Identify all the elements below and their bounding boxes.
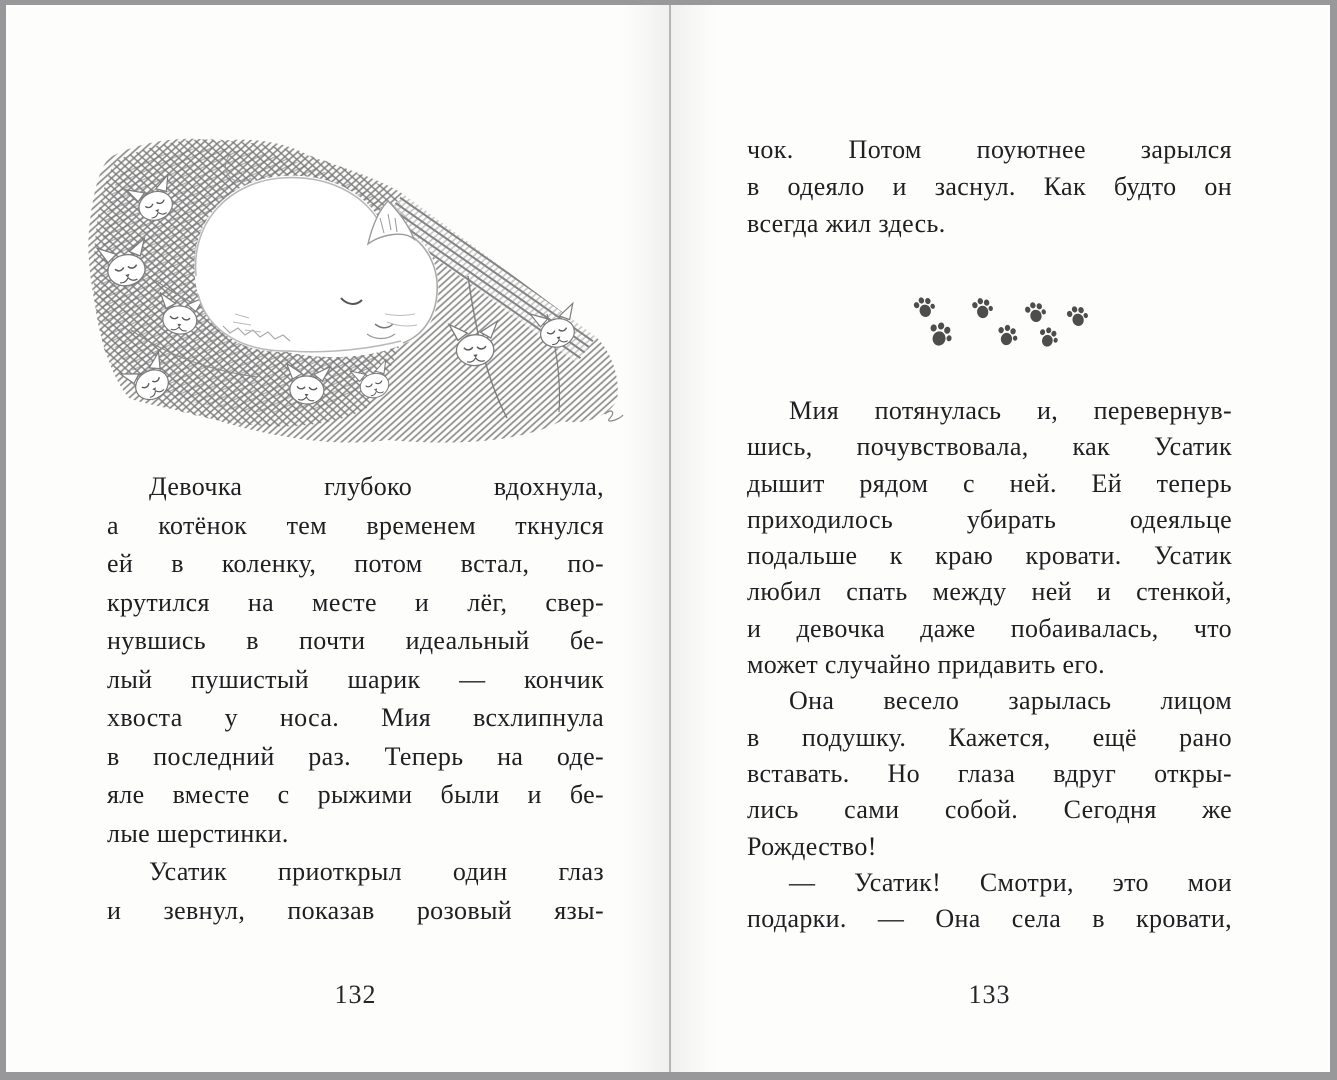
text-line: лый пушистый шарик — кончик [107, 664, 604, 694]
text-line: нувшись в почти идеальный бе- [107, 626, 604, 655]
text-line: дышит рядом с ней. Ей теперь [747, 468, 1232, 498]
paw-icon [971, 296, 994, 319]
paw-icon [1024, 300, 1048, 325]
gutter-shadow-right [671, 5, 716, 1072]
left-page-text [107, 468, 604, 930]
right-page-text-body [747, 393, 1232, 937]
paw-prints-divider [892, 290, 1092, 355]
text-line: может случайно придавить его. [747, 650, 1106, 680]
text-line: приходилось убирать одеяльце [747, 504, 1232, 534]
text-line: Она весело зарылась лицом [789, 686, 1232, 716]
text-line: хвоста у носа. Мия всхлипнула [107, 703, 604, 732]
text-line: Девочка глубоко вдохнула, [149, 472, 604, 501]
text-line: крутился на месте и лёг, свер- [107, 587, 604, 617]
paw-icon [912, 294, 937, 319]
text-line: в подушку. Кажется, ещё рано [747, 722, 1232, 752]
text-line: шись, почувствовала, как Усатик [747, 432, 1232, 462]
text-line: Мия потянулась и, перевернув- [789, 396, 1232, 425]
text-line: — Усатик! Смотри, это мои [789, 867, 1232, 897]
text-line: ей в коленку, потом встал, по- [107, 549, 604, 578]
page-gutter [669, 5, 671, 1072]
text-line: и девочка даже побаивалась, что [747, 613, 1232, 643]
paw-icon [996, 324, 1019, 347]
text-line: а котёнок тем временем ткнулся [107, 510, 604, 540]
text-line: и зевнул, показав розовый язы- [107, 895, 604, 925]
sleeping-kitten-sketch [85, 118, 645, 453]
text-line: любил спать между ней и стенкой, [747, 577, 1232, 607]
left-page-number: 132 [334, 980, 377, 1009]
text-line: всегда жил здесь. [747, 209, 946, 238]
text-line: лись сами собой. Сегодня же [747, 795, 1232, 825]
text-line: Усатик приоткрыл один глаз [149, 857, 604, 886]
right-page-text-top [747, 131, 1232, 242]
book-spread [6, 5, 1330, 1072]
text-line: лые шерстинки. [107, 818, 289, 848]
text-line: подальше к краю кровати. Усатик [747, 541, 1232, 571]
right-page-number: 133 [968, 980, 1011, 1009]
text-line: в последний раз. Теперь на оде- [107, 741, 604, 771]
text-line: чок. Потом поуютнее зарылся [747, 135, 1232, 164]
text-line: подарки. — Она села в кровати, [747, 904, 1232, 934]
text-line: в одеяло и заснул. Как будто он [747, 172, 1232, 201]
text-line: Рождество! [747, 831, 877, 861]
paw-icon [927, 320, 954, 348]
text-line: яле вместе с рыжими были и бе- [107, 780, 604, 809]
text-line: вставать. Но глаза вдруг откры- [747, 758, 1232, 788]
paw-icon [1038, 326, 1060, 348]
paw-icon [1065, 303, 1090, 328]
